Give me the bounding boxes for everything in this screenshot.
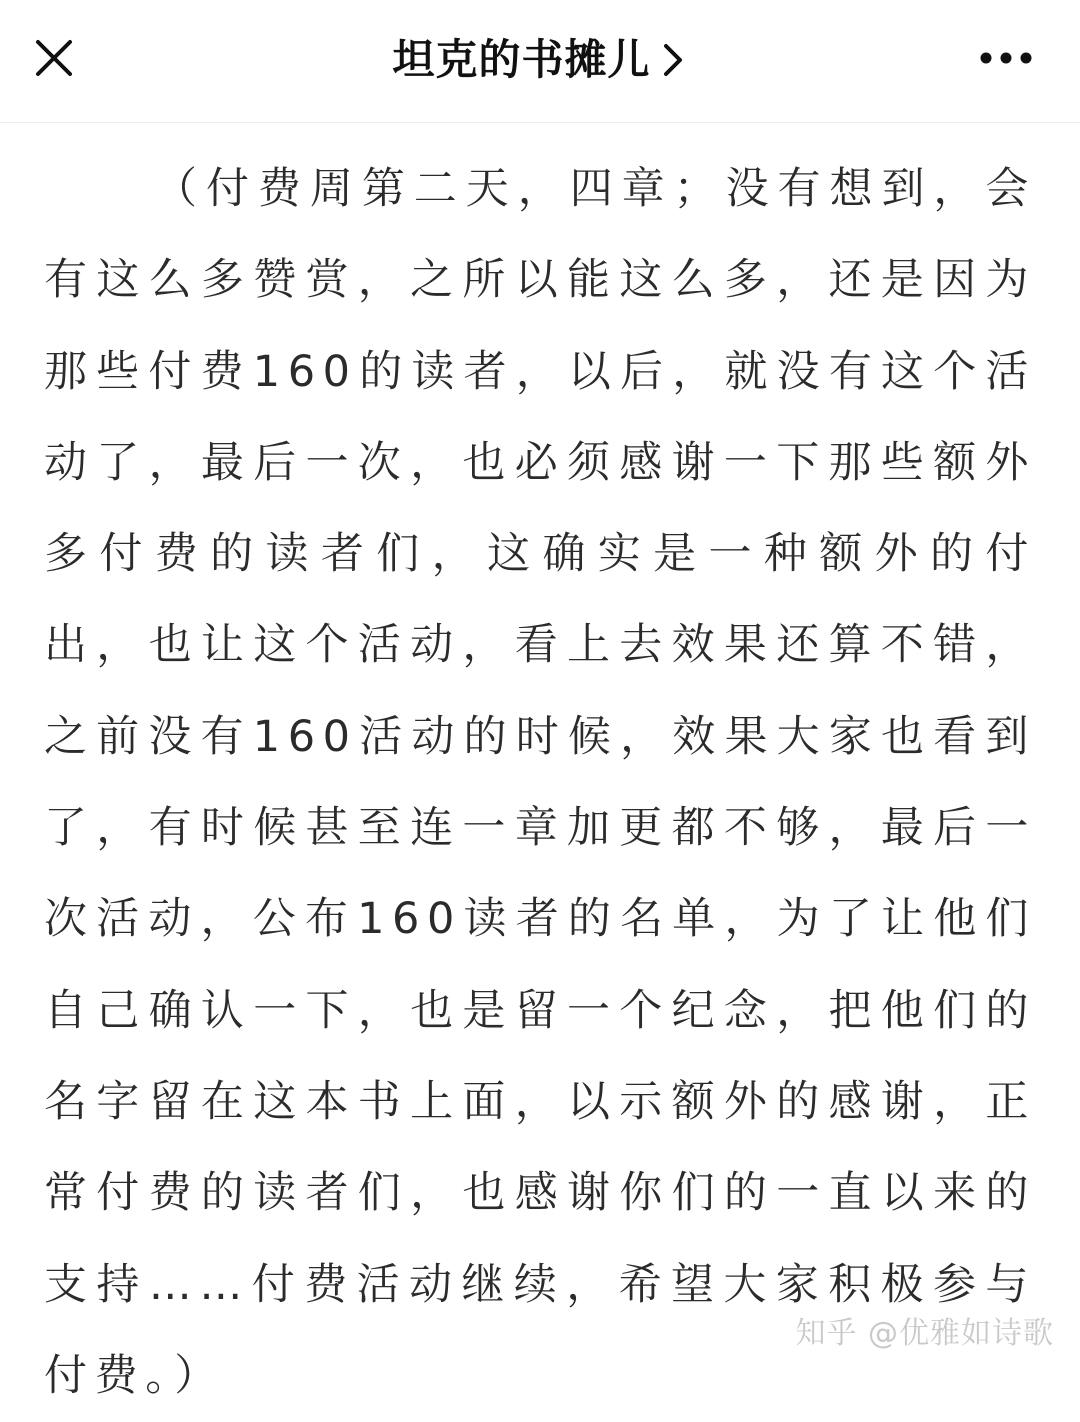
watermark: 知乎 @优雅如诗歌	[795, 1316, 1054, 1351]
account-title-link[interactable]	[0, 32, 1080, 88]
more-icon	[978, 40, 1034, 76]
page-title: 坦克的书摊儿	[392, 35, 651, 84]
chevron-right-icon	[658, 38, 688, 82]
top-bar	[0, 0, 1080, 123]
more-options-button[interactable]	[978, 40, 1034, 76]
article-paragraph: （付费周第二天，四章；没有想到，会有这么多赞赏，之所以能这么多，还是因为那些付费160的读者，以后，就没有这个活动了，最后一次，也必须感谢一下那些额外多付费的读者们，这确实是一种额外的付出，也让这个活动，看上去效果还算不错，之前没有160活动的时候，效果大家也看到了，有时候甚至连一章加更都不够，最后一次活动，公布160读者的名单，为了让他们自己确认一下，也是留一个纪念，把他们的名字留在这本书上面，以示额外的感谢，正常付费的读者们，也感谢你们的一直以来的支持……付费活动继续，希望大家积极参与付费。）	[44, 164, 1036, 1401]
article-body	[44, 144, 1036, 1422]
